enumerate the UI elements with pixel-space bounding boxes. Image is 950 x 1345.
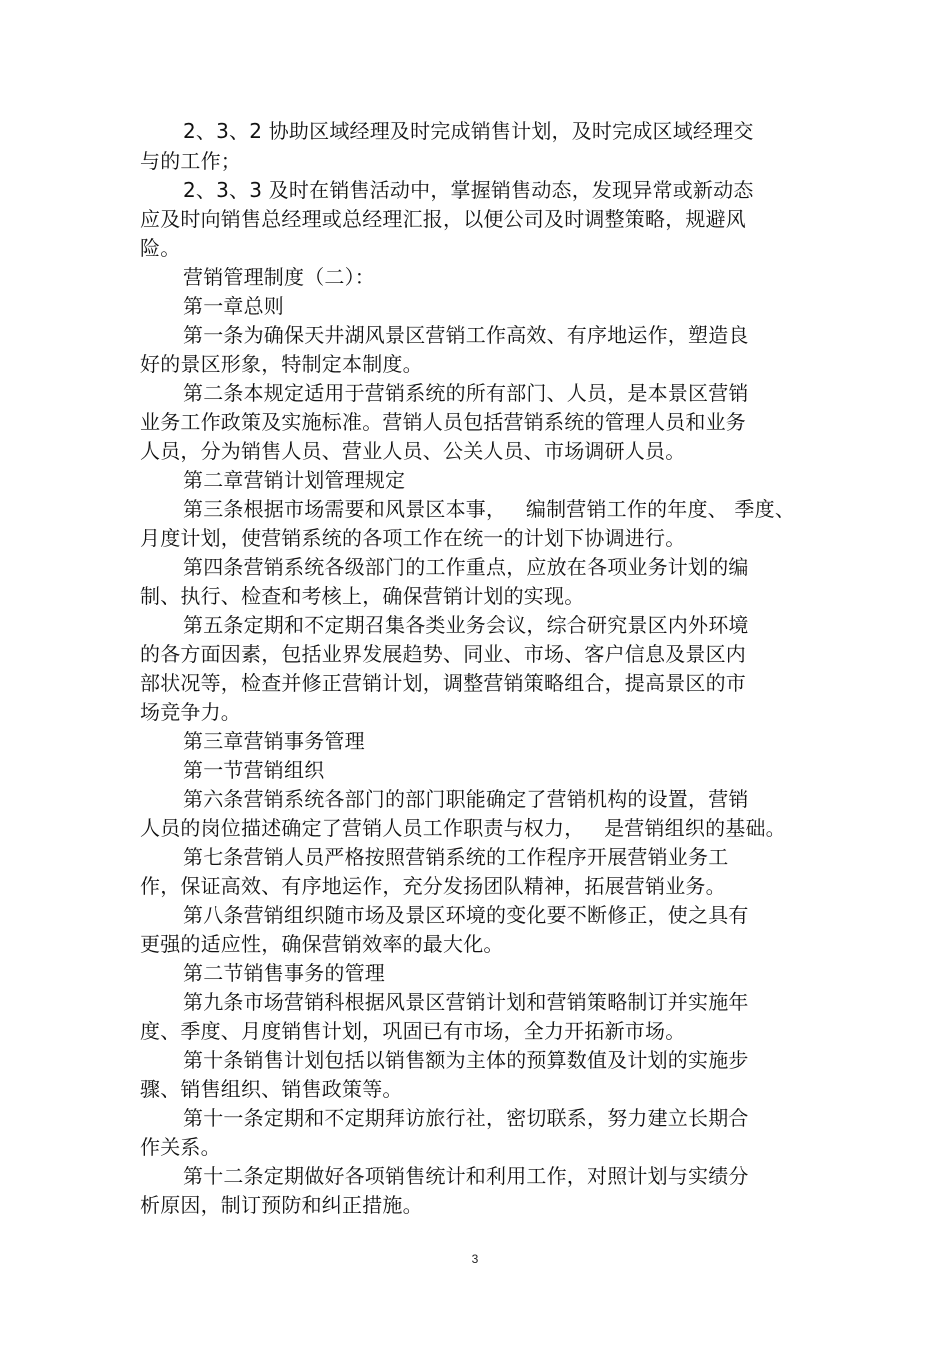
text-line: 应及时向销售总经理或总经理汇报，以便公司及时调整策略，规避风	[140, 207, 746, 231]
text-line: 与的工作；	[140, 149, 241, 173]
text-line: 第四条营销系统各级部门的工作重点，应放在各项业务计划的编	[183, 555, 749, 579]
text-line: 第一条为确保天井湖风景区营销工作高效、有序地运作，塑造良	[183, 323, 749, 347]
text-line: 制、执行、检查和考核上，确保营销计划的实现。	[140, 584, 585, 608]
text-line: 第九条市场营销科根据风景区营销计划和营销策略制订并实施年	[183, 990, 749, 1014]
text-line: 人员的岗位描述确定了营销人员工作职责与权力， 是营销组织的基础。	[140, 816, 786, 840]
page-number: 3	[471, 1252, 479, 1266]
text-line: 业务工作政策及实施标准。营销人员包括营销系统的管理人员和业务	[140, 410, 746, 434]
text-line: 好的景区形象，特制定本制度。	[140, 352, 423, 376]
text-line: 作，保证高效、有序地运作，充分发扬团队精神，拓展营销业务。	[140, 874, 726, 898]
section-heading: 营销管理制度（二）：	[183, 265, 375, 289]
text-line: 第十条销售计划包括以销售额为主体的预算数值及计划的实施步	[183, 1048, 749, 1072]
text-line: 作关系。	[140, 1135, 221, 1159]
chapter-heading: 第三章营销事务管理	[183, 729, 365, 753]
text-line: 的各方面因素，包括业界发展趋势、同业、市场、客户信息及景区内	[140, 642, 746, 666]
text-line: 月度计划，使营销系统的各项工作在统一的计划下协调进行。	[140, 526, 686, 550]
text-line: 析原因，制订预防和纠正措施。	[140, 1193, 423, 1217]
text-line: 2、3、3 及时在销售活动中，掌握销售动态，发现异常或新动态	[183, 178, 754, 202]
text-line: 第十一条定期和不定期拜访旅行社，密切联系，努力建立长期合	[183, 1106, 749, 1130]
text-line: 场竞争力。	[140, 700, 241, 724]
text-line: 第五条定期和不定期召集各类业务会议，综合研究景区内外环境	[183, 613, 749, 637]
text-line: 第八条营销组织随市场及景区环境的变化要不断修正，使之具有	[183, 903, 749, 927]
text-line: 第三条根据市场需要和风景区本事， 编制营销工作的年度、 季度、	[183, 497, 796, 521]
text-line: 第十二条定期做好各项销售统计和利用工作，对照计划与实绩分	[183, 1164, 749, 1188]
text-line: 第六条营销系统各部门的部门职能确定了营销机构的设置，营销	[183, 787, 749, 811]
section-heading: 第一节营销组织	[183, 758, 325, 782]
text-line: 部状况等，检查并修正营销计划，调整营销策略组合，提高景区的市	[140, 671, 746, 695]
chapter-heading: 第二章营销计划管理规定	[183, 468, 406, 492]
text-line: 第二条本规定适用于营销系统的所有部门、人员，是本景区营销	[183, 381, 749, 405]
section-heading: 第二节销售事务的管理	[183, 961, 385, 985]
text-line: 人员，分为销售人员、营业人员、公关人员、市场调研人员。	[140, 439, 686, 463]
text-line: 第七条营销人员严格按照营销系统的工作程序开展营销业务工	[183, 845, 729, 869]
text-line: 更强的适应性，确保营销效率的最大化。	[140, 932, 504, 956]
text-line: 险。	[140, 236, 181, 260]
text-line: 度、季度、月度销售计划，巩固已有市场，全力开拓新市场。	[140, 1019, 686, 1043]
text-line: 骤、销售组织、销售政策等。	[140, 1077, 403, 1101]
text-line: 2、3、2 协助区域经理及时完成销售计划，及时完成区域经理交	[183, 119, 754, 143]
chapter-heading: 第一章总则	[183, 294, 284, 318]
